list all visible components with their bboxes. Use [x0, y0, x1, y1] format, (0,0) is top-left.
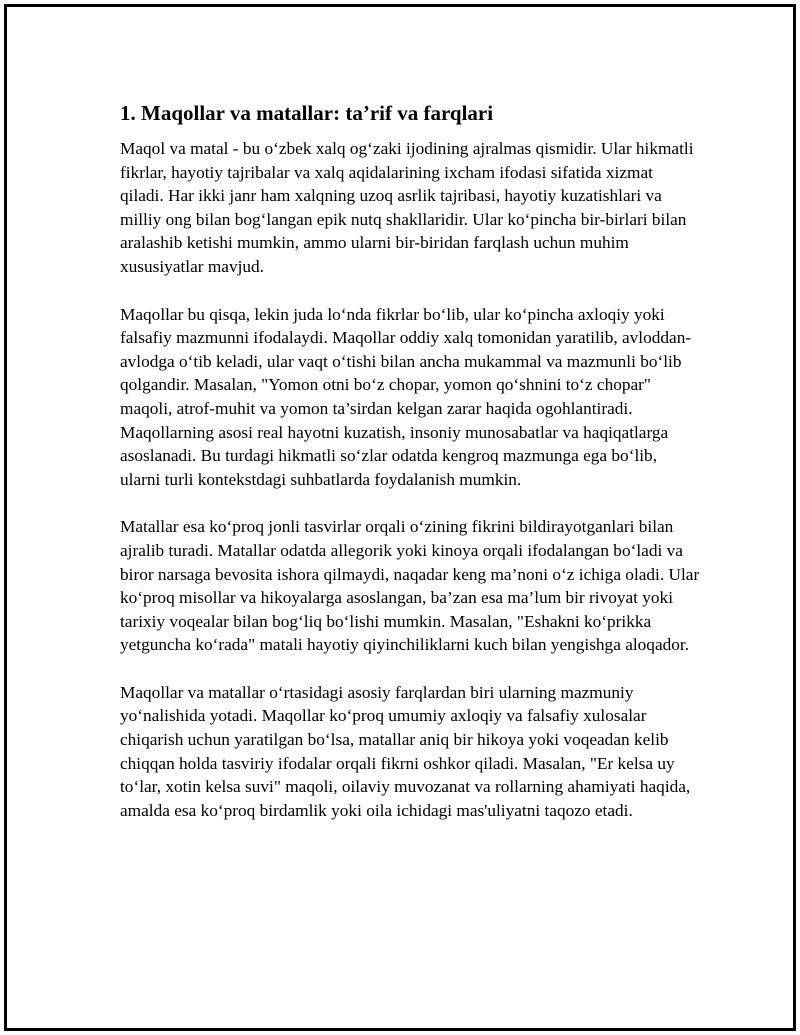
paragraph-maqollar: Maqollar bu qisqa, lekin juda lo‘nda fikrlar bo‘lib, ular ko‘pincha axloqiy yoki falsafiy mazmunni ifodalaydi. Maqollar oddiy xalq tomonidan yaratilib, avloddan-avlodga o‘tib keladi, ular vaqt o‘tishi bilan ancha mukammal va mazmunli bo‘lib qolgandir. Masalan, "Yomon otni bo‘z chopar, yomon qo‘shnini to‘z chopar" maqoli, atrof-muhit va yomon ta’sirdan kelgan zarar haqida ogohlantiradi. Maqollarning asosi real hayotni kuzatish, insoniy munosabatlar va haqiqatlarga asoslanadi. Bu turdagi hikmatli so‘zlar odatda kengroq mazmunga ega bo‘lib, ularni turli kontekstdagi suhbatlarda foydalanish mumkin. [120, 304, 692, 489]
document-body [120, 99, 700, 846]
section-title: 1. Maqollar va matallar: ta’rif va farqlari [120, 101, 494, 125]
paragraph-definition: Maqol va matal - bu o‘zbek xalq og‘zaki ijodining ajralmas qismidir. Ular hikmatli fikrlar, hayotiy tajribalar va xalq aqidalarining ixcham ifodasi sifatida xizmat qiladi. Har ikki janr ham xalqning uzoq asrlik tajribasi, hayotiy kuzatishlari va milliy ong bilan bog‘langan epik nutq shakllaridir. Ular ko‘pincha bir-birlari bilan aralashib ketishi mumkin, ammo ularni bir-biridan farqlash uchun muhim xususiyatlar mavjud. [120, 139, 694, 276]
page-frame [4, 4, 796, 1031]
paragraph-differences: Maqollar va matallar o‘rtasidagi asosiy farqlardan biri ularning mazmuniy yo‘nalishida yotadi. Maqollar ko‘proq umumiy axloqiy va falsafiy xulosalar chiqarish uchun yaratilgan bo‘lsa, matallar aniq bir hikoya yoki voqeadan kelib chiqqan holda tasviriy ifodalar orqali fikrni oshkor qiladi. Masalan, "Er kelsa uy to‘lar, xotin kelsa suvi" maqoli, oilaviy muvozanat va rollarning ahamiyati haqida, amalda esa ko‘proq birdamlik yoki oila ichidagi mas'uliyatni taqozo etadi. [120, 682, 691, 820]
paragraph-matallar: Matallar esa ko‘proq jonli tasvirlar orqali o‘zining fikrini bildirayotganlari bilan ajralib turadi. Matallar odatda allegorik yoki kinoya orqali ifodalangan bo‘ladi va biror narsaga bevosita ishora qilmaydi, naqadar keng ma’noni o‘z ichiga oladi. Ular ko‘proq misollar va hikoyalarga asoslangan, ba’zan esa ma’lum bir rivoyat yoki tarixiy voqealar bilan bog‘liq bo‘lishi mumkin. Masalan, "Eshakni ko‘prikka yetguncha ko‘rada" matali hayotiy qiyinchiliklarni kuch bilan yengishga aloqador. [120, 517, 700, 655]
